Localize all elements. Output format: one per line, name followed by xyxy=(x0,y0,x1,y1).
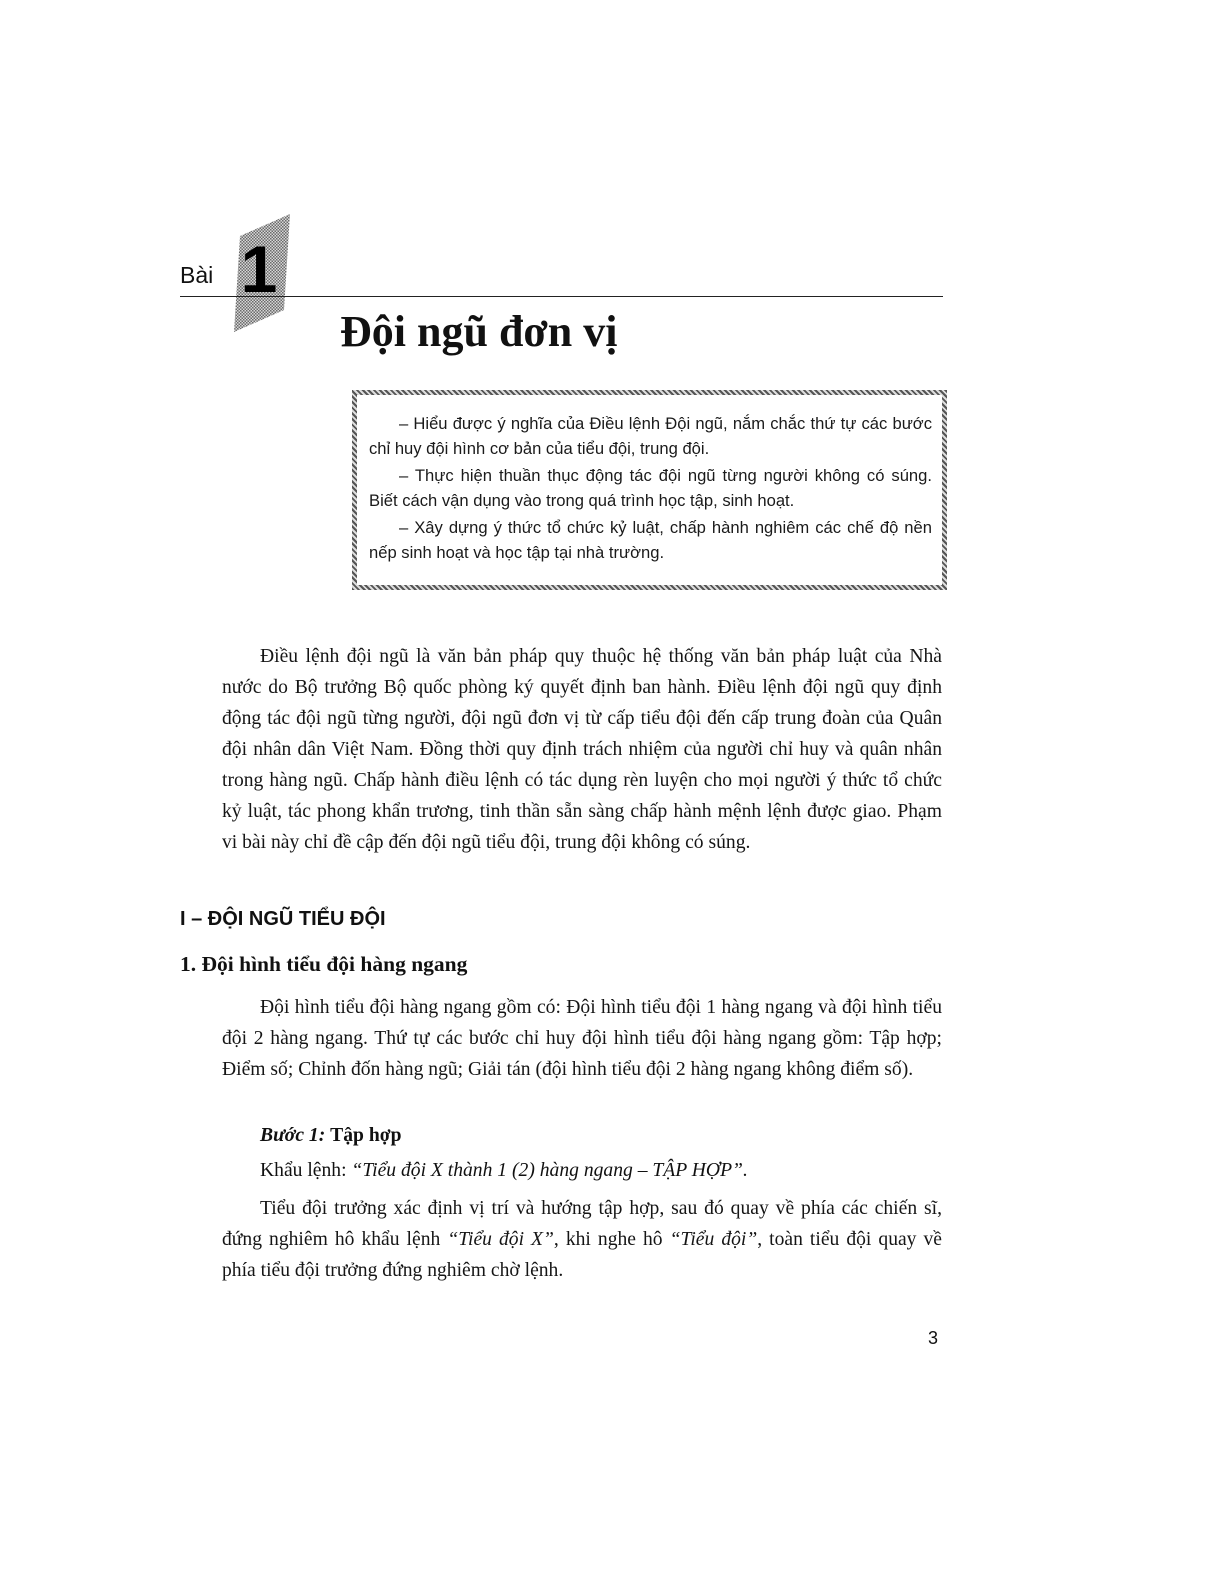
leader-text-1: Tiểu đội trưởng xác định vị trí và hướng tập hợp, sau đó quay về phía các chiến sĩ, đứng nghiêm hô khẩu lệnh xyxy=(222,1198,942,1250)
leader-emphasis-2: “Tiểu đội” xyxy=(669,1229,758,1250)
command-line xyxy=(260,1156,748,1186)
section-heading: I – ĐỘI NGŨ TIỂU ĐỘI xyxy=(180,908,386,930)
formation-paragraph-block xyxy=(222,992,942,1085)
objective-item: – Xây dựng ý thức tổ chức kỷ luật, chấp hành nghiêm các chế độ nền nếp sinh hoạt và học tập tại nhà trường. xyxy=(369,518,932,562)
command-prefix: Khẩu lệnh: xyxy=(260,1160,352,1181)
leader-emphasis-1: “Tiểu đội X” xyxy=(447,1229,554,1250)
lesson-number: 1 xyxy=(240,232,278,306)
intro-paragraph: Điều lệnh đội ngũ là văn bản pháp quy thuộc hệ thống văn bản pháp luật của Nhà nước do Bộ trưởng Bộ quốc phòng ký quyết định ban hành. Điều lệnh đội ngũ quy định động tác đội ngũ từng người, đội ngũ đơn vị từ cấp tiểu đội đến cấp trung đoàn của Quân đội nhân dân Việt Nam. Đồng thời quy định trách nhiệm của người chỉ huy và quân nhân trong hàng ngũ. Chấp hành điều lệnh có tác dụng rèn luyện cho mọi người ý thức tổ chức kỷ luật, tác phong khẩn trương, tinh thần sẵn sàng chấp hành mệnh lệnh được giao. Phạm vi bài này chỉ đề cập đến đội ngũ tiểu đội, trung đội không có súng. xyxy=(222,646,942,853)
objective-item: – Hiểu được ý nghĩa của Điều lệnh Đội ngũ, nắm chắc thứ tự các bước chỉ huy đội hình cơ bản của tiểu đội, trung đội. xyxy=(369,414,932,458)
step-label: Bước 1: xyxy=(260,1125,326,1146)
objectives-box xyxy=(352,390,947,590)
objective-item: – Thực hiện thuần thục động tác đội ngũ từng người không có súng. Biết cách vận dụng vào trong quá trình học tập, sinh hoạt. xyxy=(369,466,932,510)
step-heading xyxy=(260,1122,401,1150)
leader-paragraph xyxy=(222,1193,942,1286)
step-title: Tập hợp xyxy=(330,1125,402,1146)
leader-text-3: , toàn tiểu đội quay về phía tiểu đội trưởng đứng nghiêm chờ lệnh. xyxy=(222,1229,942,1281)
intro-paragraph-block xyxy=(222,641,942,858)
page-number: 3 xyxy=(928,1328,939,1348)
header-divider xyxy=(180,296,943,297)
lesson-label: Bài xyxy=(180,262,214,288)
command-text: “Tiểu đội X thành 1 (2) hàng ngang – TẬP HỢP”. xyxy=(351,1160,748,1181)
leader-text-2: , khi nghe hô xyxy=(553,1229,670,1250)
lesson-title: Đội ngũ đơn vị xyxy=(340,307,618,356)
subsection-heading: 1. Đội hình tiểu đội hàng ngang xyxy=(180,952,468,976)
leader-paragraph-block xyxy=(222,1193,942,1286)
formation-paragraph: Đội hình tiểu đội hàng ngang gồm có: Đội hình tiểu đội 1 hàng ngang và đội hình tiểu đội 2 hàng ngang. Thứ tự các bước chỉ huy đội hình tiểu đội hàng ngang gồm: Tập hợp; Điểm số; Chỉnh đốn hàng ngũ; Giải tán (đội hình tiểu đội 2 hàng ngang không điểm số). xyxy=(222,997,942,1080)
